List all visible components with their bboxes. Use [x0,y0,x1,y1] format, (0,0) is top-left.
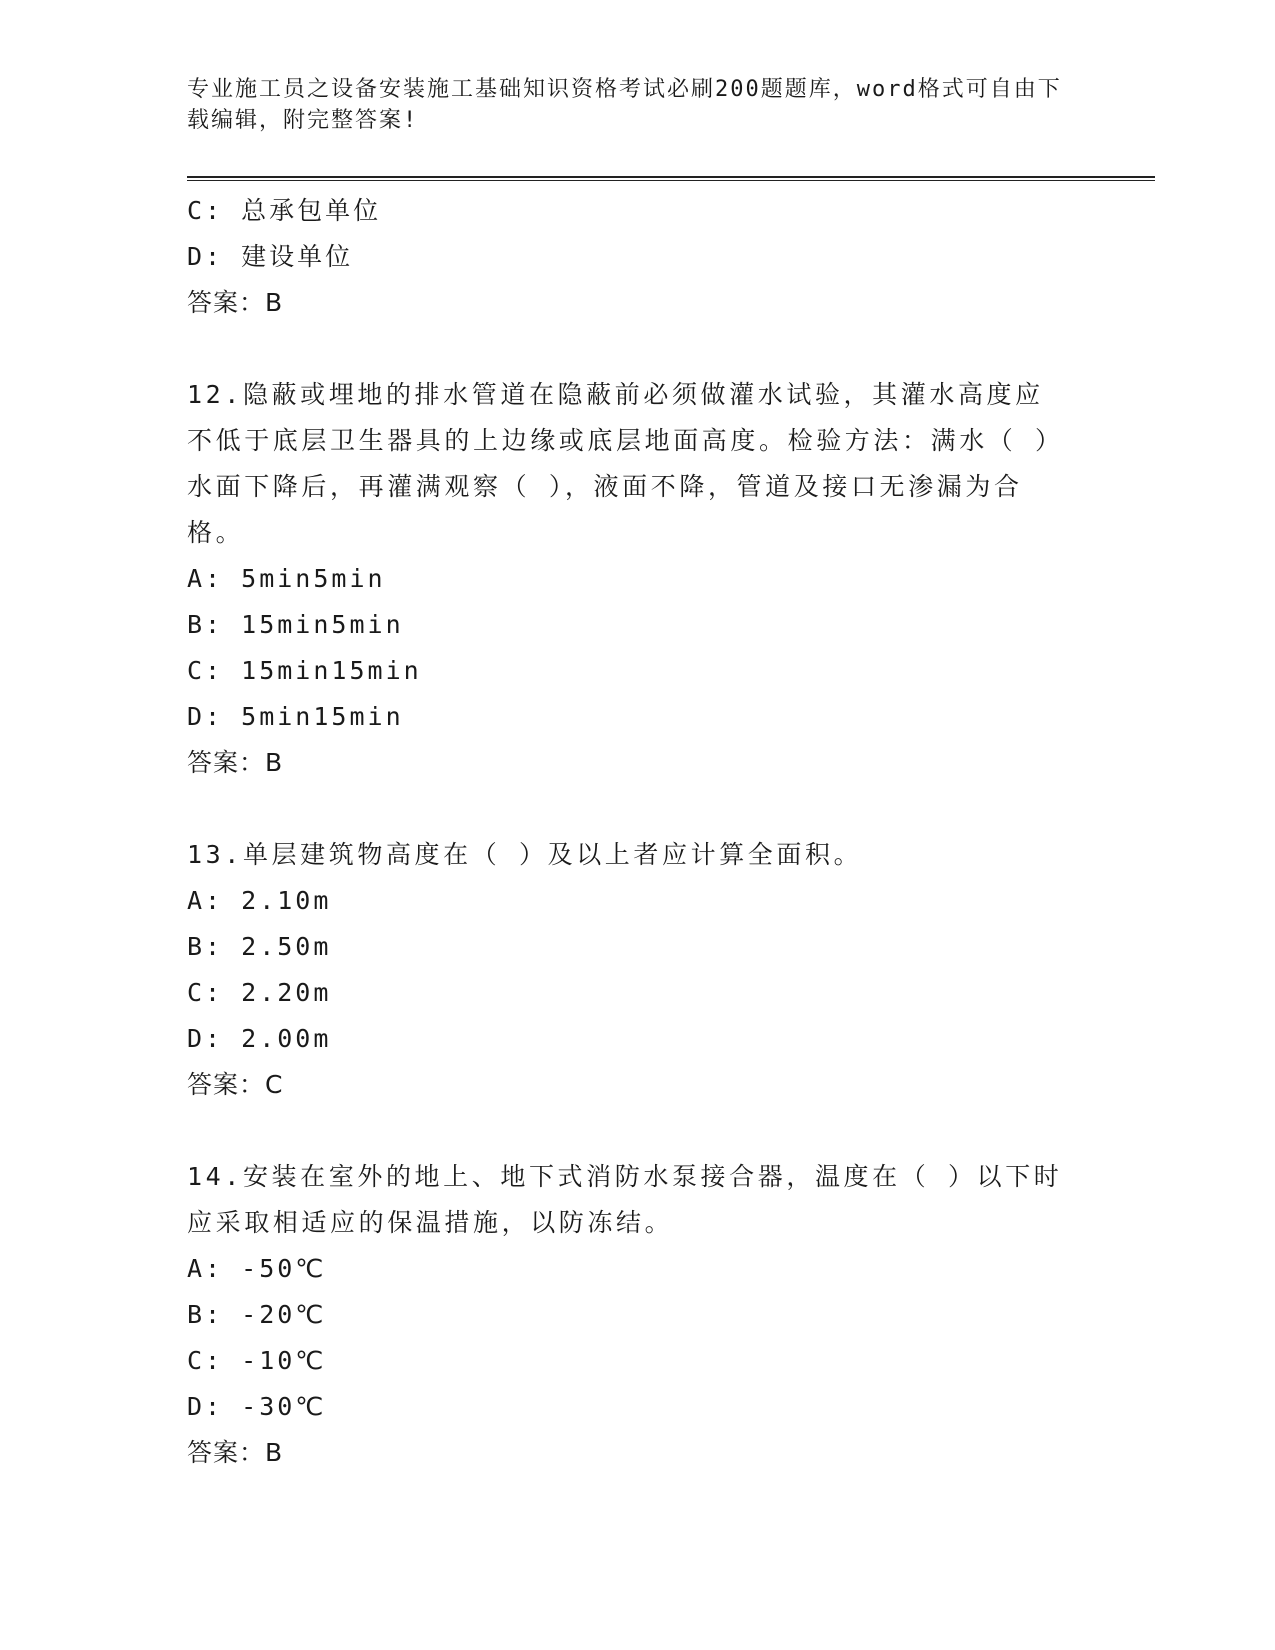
option-b: B: 2.50m [187,932,332,961]
option-d: D: -30℃ [187,1392,327,1421]
option-c: C: -10℃ [187,1346,327,1375]
answer-label: 答案：B [187,748,284,777]
option-a: A: -50℃ [187,1254,327,1283]
option-a: A: 2.10m [187,886,332,915]
answer-label: 答案：B [187,288,284,317]
answer-label: 答案：B [187,1438,284,1467]
question-text: 13.单层建筑物高度在（ ）及以上者应计算全面积。 [187,840,863,869]
option-c: C: 2.20m [187,978,332,1007]
option-c: C: 总承包单位 [187,196,382,225]
option-c: C: 15min15min [187,656,422,685]
question-list [187,188,1087,1476]
question-14 [187,1154,1087,1476]
option-a: A: 5min5min [187,564,386,593]
document-header: 专业施工员之设备安装施工基础知识资格考试必刷200题题库，word格式可自由下载编辑，附完整答案! [187,77,1062,133]
answer-label: 答案：C [187,1070,284,1099]
option-d: D: 2.00m [187,1024,332,1053]
question-13 [187,832,1087,1108]
question-12 [187,372,1087,786]
option-d: D: 5min15min [187,702,404,731]
header-divider [187,176,1155,181]
question-text: 12.隐蔽或埋地的排水管道在隐蔽前必须做灌水试验，其灌水高度应不低于底层卫生器具的上边缘或底层地面高度。检验方法：满水（ ）水面下降后，再灌满观察（ ），液面不降，管道及接口无渗漏为合格。 [187,380,1064,547]
option-d: D: 建设单位 [187,242,354,271]
previous-question-tail [187,188,1087,326]
option-b: B: 15min5min [187,610,404,639]
option-b: B: -20℃ [187,1300,327,1329]
question-text: 14.安装在室外的地上、地下式消防水泵接合器，温度在（ ）以下时应采取相适应的保温措施，以防冻结。 [187,1162,1063,1237]
